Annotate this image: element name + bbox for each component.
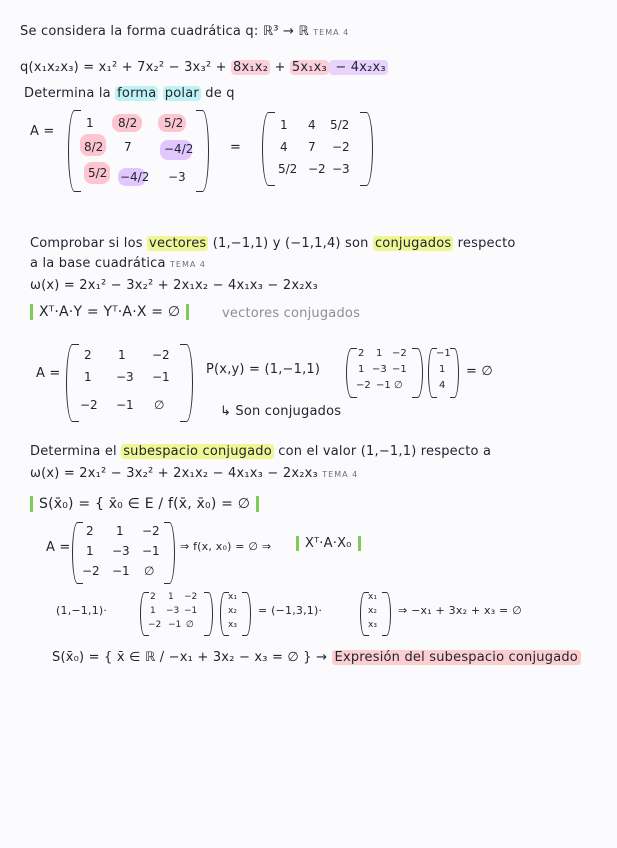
matrix-a-label: A = bbox=[30, 124, 55, 139]
xt-a-x0-box: Xᵀ·A·X₀ bbox=[296, 536, 361, 551]
matrix-a-sec3: 2 1 −2 1 −3 −1 −2 −1 ∅ bbox=[72, 522, 176, 582]
sec2-title-line2: a la base cuadrática TEMA 4 bbox=[30, 256, 206, 271]
sec3-omega: ω(x) = 2x₁² − 3x₂² + 2x₁x₂ − 4x₁x₃ − 2x₂x₃ TEMA 4 bbox=[30, 466, 359, 481]
p-x-y-label: P(x,y) = (1,−1,1) bbox=[206, 362, 321, 377]
quadratic-form-expression: q(x₁x₂x₃) = x₁² + 7x₂² − 3x₃² + 8x₁x₂ + 5x₁x₃ − 4x₂x₃ bbox=[20, 60, 386, 75]
matrix-a-label: A = bbox=[36, 366, 61, 381]
intermediate-product: = (−1,3,1)· bbox=[258, 604, 323, 617]
subspace-result: S(x̄₀) = { x̄ ∈ ℝ / −x₁ + 3x₂ − x₃ = ∅ } → Expresión del subespacio conjugado bbox=[52, 650, 581, 665]
implication: ⇒ f(x, x₀) = ∅ ⇒ bbox=[180, 540, 272, 553]
final-equation: ⇒ −x₁ + 3x₂ + x₃ = ∅ bbox=[398, 604, 522, 617]
subspace-definition-box: S(x̄₀) = { x̄₀ ∈ E / f(x̄, x̄₀) = ∅ bbox=[30, 496, 259, 512]
row-vector: (1,−1,1)· bbox=[56, 604, 108, 617]
term-8x1x2: 8x₁x₂ bbox=[233, 60, 269, 75]
conjugate-condition-box: Xᵀ·A·Y = Yᵀ·A·X = ∅ bbox=[30, 304, 189, 320]
matrix-a-simplified: 1 4 5/2 4 7 −2 5/2 −2 −3 bbox=[262, 112, 374, 184]
conclusion-son-conjugados: ↳ Son conjugados bbox=[220, 404, 342, 419]
sec3-title-line1: Determina el subespacio conjugado con el valor (1,−1,1) respecto a bbox=[30, 444, 492, 459]
matrix-a-sec2: 2 1 −2 1 −3 −1 −2 −1 ∅ bbox=[66, 344, 194, 420]
determine-polar-line: Determina la forma polar de q bbox=[24, 86, 235, 101]
tema-label: TEMA 4 bbox=[170, 260, 206, 269]
matrix-m: 2 1 −2 1 −3 −1 −2 −1 ∅ bbox=[140, 592, 214, 634]
matrix-a-label: A = bbox=[46, 540, 71, 555]
term-5x1x3: 5x₁x₃ bbox=[291, 60, 327, 75]
x-vector: x₁ x₂ x₃ bbox=[220, 592, 252, 634]
omega-expression: ω(x) = 2x₁² − 3x₂² + 2x₁x₂ − 4x₁x₃ − 2x₂x₃ bbox=[30, 278, 318, 293]
term-4x2x3: − 4x₂x₃ bbox=[330, 60, 386, 75]
equals-sign: = bbox=[230, 140, 242, 155]
vector-y: −1 1 4 bbox=[428, 348, 460, 396]
sec1-title: Se considera la forma cuadrática q: ℝ³ → ℝ TEMA 4 bbox=[20, 24, 350, 39]
matrix-a-fractions: 1 8/2 5/2 8/2 7 −4/2 5/2 −4/2 −3 bbox=[68, 110, 210, 190]
p-result: = ∅ bbox=[466, 364, 493, 379]
tema-label: TEMA 4 bbox=[322, 470, 359, 479]
matrix-p: 2 1 −2 1 −3 −1 −2 −1 ∅ bbox=[346, 348, 424, 396]
note-vectores-conjugados: vectores conjugados bbox=[222, 306, 361, 321]
sec2-title-line1: Comprobar si los vectores (1,−1,1) y (−1,1,4) son conjugados respecto bbox=[30, 236, 516, 251]
tema-label: TEMA 4 bbox=[313, 28, 350, 37]
x-vector-2: x₁ x₂ x₃ bbox=[360, 592, 392, 634]
expression-label: Expresión del subespacio conjugado bbox=[332, 650, 581, 665]
